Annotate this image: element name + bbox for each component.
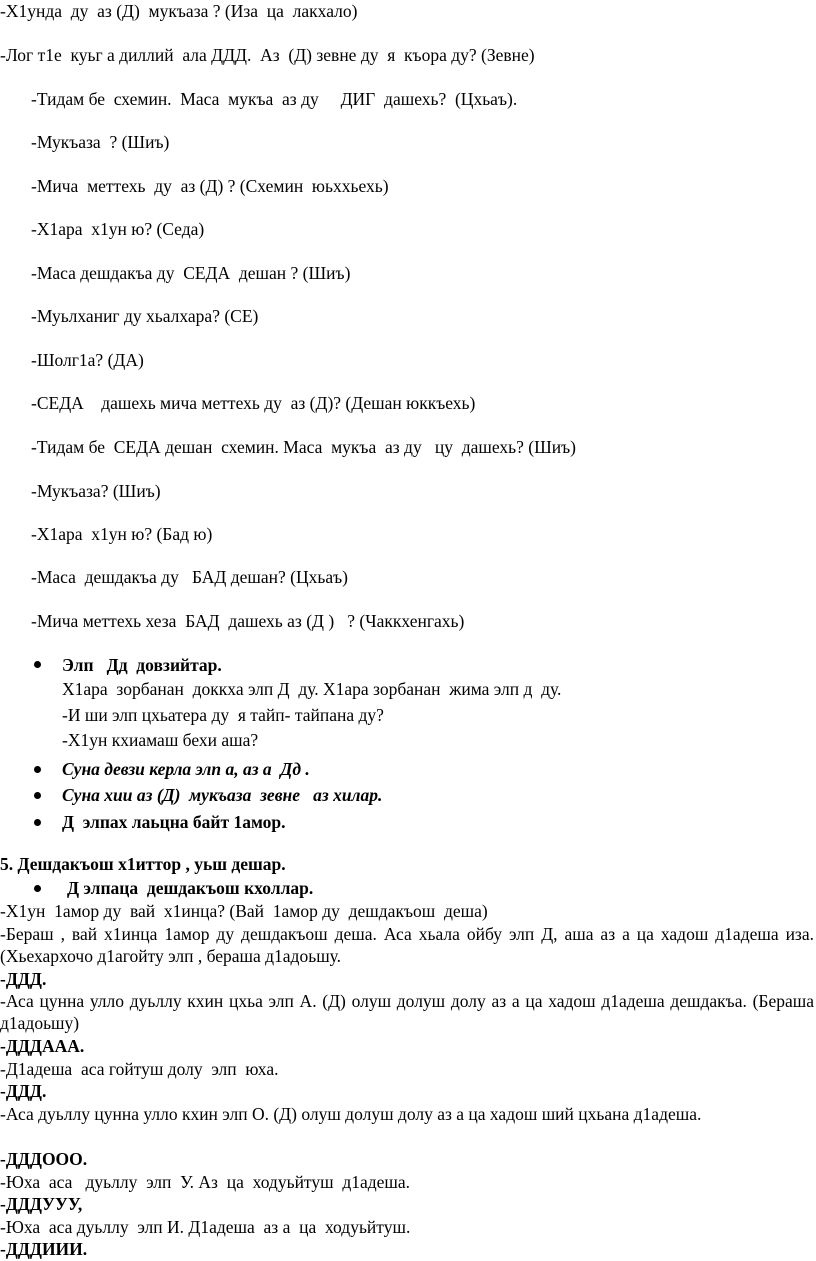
dialog-line-8: -Муьлханиг ду хьалхара? (СЕ) xyxy=(31,306,259,326)
section-5-line-5: -Юха аса дуьллу элп У. Аз ца ходуьйтуш д1адеша. xyxy=(0,1172,411,1192)
dialog-line-12: -Мукъаза? (Шиъ) xyxy=(31,481,161,501)
response-2: -ДДДААА. xyxy=(0,1036,85,1056)
dialog-line-7: -Маса дешдакъа ду СЕДА дешан ? (Шиъ) xyxy=(31,263,351,283)
dialog-line-9: -Шолг1а? (ДА) xyxy=(31,350,144,370)
bullet-2: Суна девзи керла элп а, аз а Дд . xyxy=(62,759,310,779)
section-5-heading: 5. Дешдакъош х1иттор , уьш дешар. xyxy=(0,854,286,874)
dialog-line-11: -Тидам бе СЕДА дешан схемин. Маса мукъа аз ду цу дашехь? (Шиъ) xyxy=(31,437,576,457)
section-5-line-6: -Юха аса дуьллу элп И. Д1адеша аз а ца ходуьйтуш. xyxy=(0,1217,411,1237)
dialog-line-4: -Мукъаза ? (Шиъ) xyxy=(31,132,170,152)
dialog-line-10: -СЕДА дашехь мича меттехь ду аз (Д)? (Дешан юккъехь) xyxy=(31,393,476,413)
response-6: -ДДДИИИ. xyxy=(0,1239,88,1259)
dialog-line-14: -Маса дешдакъа ду БАД дешан? (Цхьаъ) xyxy=(31,567,348,587)
dialog-line-15: -Мича меттехь хеза БАД дашехь аз (Д ) ? (Чаккхенгахь) xyxy=(31,611,465,631)
bullet-1-title: Элп Дд довзийтар. xyxy=(62,655,222,675)
bullet-dot xyxy=(34,766,41,773)
underlined-letter: Д xyxy=(277,679,290,699)
dialog-line-3: -Тидам бе схемин. Маса мукъа аз ду ДИГ дашехь? (Цхьаъ). xyxy=(31,89,518,109)
response-4: -ДДДООО. xyxy=(0,1149,88,1169)
section-5-paragraph-4: -Аса дуьллу цунна улло кхин элп О. (Д) олуш долуш долу аз а ца хадош ший цхьана д1адеша. xyxy=(0,1104,702,1124)
bullet-4: Д элпах лаьцна байт 1амор. xyxy=(62,812,286,832)
bullet-1-line-3: -Х1ун кхиамаш бехи аша? xyxy=(62,730,259,750)
dialog-line-13: -Х1ара х1ун ю? (Бад ю) xyxy=(31,524,213,544)
section-5-question: -Х1ун 1амор ду вай х1инца? (Вай 1амор ду дешдакъош деша) xyxy=(0,901,488,921)
response-5: -ДДДУУУ, xyxy=(0,1194,83,1214)
bullet-dot xyxy=(34,661,41,668)
bullet-1-line-1-end: ду. Х1ара зорбанан жима элп д ду. xyxy=(289,679,562,699)
section-5-paragraph-2: -Аса цунна улло дуьллу кхин цхьа элп А. (Д) олуш долуш долу аз а ца хадош д1адеша дешдакъа. (Бераша д1адоьшу) xyxy=(0,991,814,1033)
bullet-1-line-2: -И ши элп цхьатера ду я тайп- тайпана ду? xyxy=(62,705,384,725)
bullet-dot xyxy=(34,792,41,799)
response-3: -ДДД. xyxy=(0,1081,47,1101)
dialog-line-2: -Лог т1е куьг а диллий ала ДДД. Аз (Д) зевне ду я къора ду? (Зевне) xyxy=(0,45,535,65)
dialog-line-1: -Х1унда ду аз (Д) мукъаза ? (Иза ца лакхало) xyxy=(0,1,358,21)
dialog-line-6: -Х1ара х1ун ю? (Седа) xyxy=(31,219,205,239)
response-1: -ДДД. xyxy=(0,969,47,989)
bullet-dot xyxy=(34,819,41,826)
section-5-paragraph-1: -Бераш , вай х1инца 1амор ду дешдакъош деша. Аса хьала ойбу элп Д, аша аз а ца хадош д1адеша иза. (Хьехархочо д1агойту элп , бераша д1адоьшу. xyxy=(0,924,814,966)
bullet-1-line-1 xyxy=(62,678,561,700)
bullet-3: Суна хии аз (Д) мукъаза зевне аз хилар. xyxy=(62,785,383,805)
bullet-1-line-1-start: Х1ара зорбанан доккха элп xyxy=(62,679,278,699)
section-5-line-3: -Д1адеша аса гойтуш долу элп юха. xyxy=(0,1059,279,1079)
dialog-line-5: -Мича меттехь ду аз (Д) ? (Схемин юьххьехь) xyxy=(31,176,389,196)
section-5-sub-bullet: Д элпаца дешдакъош кхоллар. xyxy=(67,878,314,898)
bullet-dot xyxy=(34,885,41,892)
